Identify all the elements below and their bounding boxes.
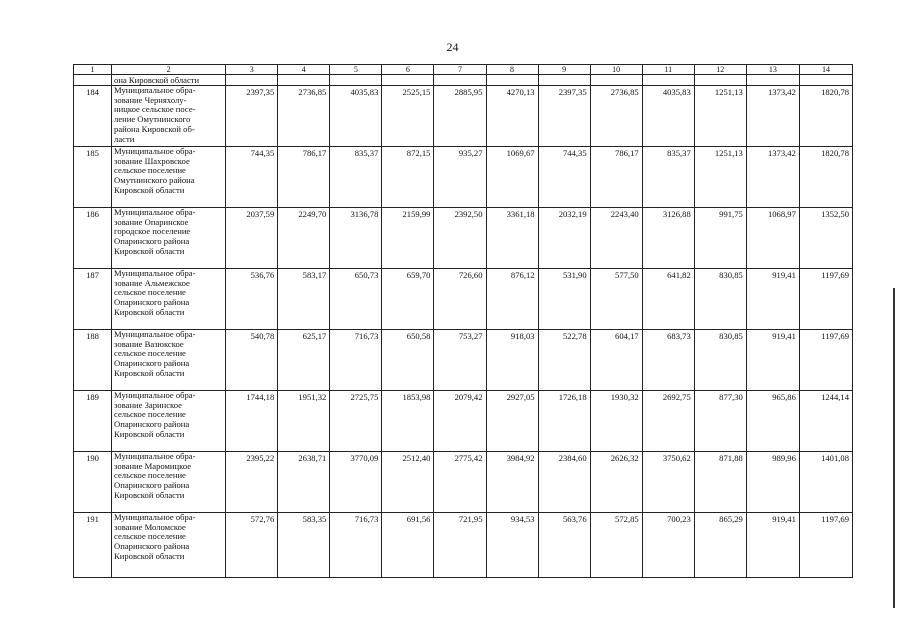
value-cell: 835,37 bbox=[642, 147, 694, 208]
municipality-name-line: Муниципальное обра- bbox=[114, 329, 196, 339]
value-cell: 744,35 bbox=[226, 147, 278, 208]
municipality-name-line: сельское поселение bbox=[114, 348, 186, 359]
data-table bbox=[73, 64, 853, 578]
value-cell: 1853,98 bbox=[382, 391, 434, 452]
value-cell: 691,56 bbox=[382, 513, 434, 578]
value-cell: 2525,15 bbox=[382, 86, 434, 147]
value-cell: 871,88 bbox=[694, 452, 746, 513]
municipality-name bbox=[112, 147, 226, 208]
municipality-name-line: Опаринского района bbox=[114, 419, 190, 430]
municipality-name-line: Муниципальное обра- bbox=[114, 85, 196, 95]
column-number-header: 11 bbox=[642, 65, 694, 75]
table-row bbox=[74, 452, 853, 513]
value-cell: 934,53 bbox=[486, 513, 538, 578]
municipality-name-line: ласти bbox=[114, 133, 135, 144]
value-cell: 2032,19 bbox=[538, 208, 590, 269]
value-cell: 540,78 bbox=[226, 330, 278, 391]
value-cell: 650,58 bbox=[382, 330, 434, 391]
municipality-name bbox=[112, 330, 226, 391]
value-cell: 604,17 bbox=[590, 330, 642, 391]
value-cell: 1069,67 bbox=[486, 147, 538, 208]
value-cell: 2384,60 bbox=[538, 452, 590, 513]
value-cell: 2397,35 bbox=[538, 86, 590, 147]
value-cell: 531,90 bbox=[538, 269, 590, 330]
value-cell: 583,35 bbox=[278, 513, 330, 578]
value-cell: 965,86 bbox=[746, 391, 799, 452]
value-cell: 2512,40 bbox=[382, 452, 434, 513]
value-cell: 1930,32 bbox=[590, 391, 642, 452]
value-cell: 1251,13 bbox=[694, 147, 746, 208]
municipality-name-line: Муниципальное обра- bbox=[114, 268, 196, 278]
value-cell: 1244,14 bbox=[799, 391, 852, 452]
value-cell: 2037,59 bbox=[226, 208, 278, 269]
value-cell: 572,85 bbox=[590, 513, 642, 578]
row-number: 189 bbox=[74, 391, 112, 452]
continuation-text: она Кировской области bbox=[112, 75, 226, 86]
value-cell: 583,17 bbox=[278, 269, 330, 330]
municipality-name-line: сельское поселение bbox=[114, 287, 186, 298]
value-cell: 1744,18 bbox=[226, 391, 278, 452]
value-cell: 4270,13 bbox=[486, 86, 538, 147]
value-cell: 1373,42 bbox=[746, 147, 799, 208]
municipality-name bbox=[112, 452, 226, 513]
value-cell: 2392,50 bbox=[434, 208, 486, 269]
value-cell: 2725,75 bbox=[330, 391, 382, 452]
value-cell: 876,12 bbox=[486, 269, 538, 330]
column-number-header: 8 bbox=[486, 65, 538, 75]
value-cell: 683,73 bbox=[642, 330, 694, 391]
value-cell: 872,15 bbox=[382, 147, 434, 208]
municipality-name-line: зование Опаринское bbox=[114, 216, 189, 227]
municipality-name-line: городское поселение bbox=[114, 226, 191, 237]
value-cell: 919,41 bbox=[746, 513, 799, 578]
value-cell: 700,23 bbox=[642, 513, 694, 578]
municipality-name-line: Кировской области bbox=[114, 245, 185, 256]
municipality-name-line: Омутнинского района bbox=[114, 175, 195, 186]
value-cell: 1726,18 bbox=[538, 391, 590, 452]
table-row bbox=[74, 208, 853, 269]
municipality-name-line: Опаринского района bbox=[114, 480, 190, 491]
value-cell: 919,41 bbox=[746, 330, 799, 391]
value-cell: 830,85 bbox=[694, 330, 746, 391]
value-cell: 563,76 bbox=[538, 513, 590, 578]
municipality-name-line: Кировской области bbox=[114, 367, 185, 378]
municipality-name-line: Кировской области bbox=[114, 184, 185, 195]
row-number: 190 bbox=[74, 452, 112, 513]
column-number-header: 5 bbox=[330, 65, 382, 75]
value-cell: 2249,70 bbox=[278, 208, 330, 269]
column-number-header: 14 bbox=[799, 65, 852, 75]
value-cell: 1068,97 bbox=[746, 208, 799, 269]
row-number: 184 bbox=[74, 86, 112, 147]
scan-edge-line bbox=[893, 288, 895, 608]
municipality-name-line: Муниципальное обра- bbox=[114, 390, 196, 400]
value-cell: 2395,22 bbox=[226, 452, 278, 513]
row-number: 186 bbox=[74, 208, 112, 269]
table-row bbox=[74, 330, 853, 391]
value-cell: 1197,69 bbox=[799, 330, 852, 391]
municipality-name-line: ницкое сельское посе- bbox=[114, 104, 196, 115]
row-number: 187 bbox=[74, 269, 112, 330]
row-number: 188 bbox=[74, 330, 112, 391]
value-cell: 1352,50 bbox=[799, 208, 852, 269]
municipality-name-line: зование Маромицкое bbox=[114, 460, 192, 471]
municipality-name bbox=[112, 391, 226, 452]
value-cell: 1951,32 bbox=[278, 391, 330, 452]
municipality-name-line: Опаринского района bbox=[114, 236, 190, 247]
value-cell: 2885,95 bbox=[434, 86, 486, 147]
continuation-row bbox=[74, 75, 853, 86]
value-cell: 716,73 bbox=[330, 513, 382, 578]
municipality-name-line: Кировской области bbox=[114, 550, 185, 561]
value-cell: 991,75 bbox=[694, 208, 746, 269]
municipality-name-line: сельское поселение bbox=[114, 165, 186, 176]
value-cell: 865,29 bbox=[694, 513, 746, 578]
value-cell: 989,96 bbox=[746, 452, 799, 513]
value-cell: 2736,85 bbox=[278, 86, 330, 147]
municipality-name-line: зование Шахровское bbox=[114, 155, 190, 166]
municipality-name-line: Опаринского района bbox=[114, 358, 190, 369]
value-cell: 659,70 bbox=[382, 269, 434, 330]
column-number-header: 10 bbox=[590, 65, 642, 75]
value-cell: 877,30 bbox=[694, 391, 746, 452]
value-cell: 3770,09 bbox=[330, 452, 382, 513]
value-cell: 786,17 bbox=[278, 147, 330, 208]
value-cell: 721,95 bbox=[434, 513, 486, 578]
value-cell: 572,76 bbox=[226, 513, 278, 578]
value-cell: 918,03 bbox=[486, 330, 538, 391]
value-cell: 786,17 bbox=[590, 147, 642, 208]
value-cell: 1197,69 bbox=[799, 513, 852, 578]
municipality-name-line: сельское поселение bbox=[114, 409, 186, 420]
value-cell: 1401,08 bbox=[799, 452, 852, 513]
value-cell: 3984,92 bbox=[486, 452, 538, 513]
value-cell: 3136,78 bbox=[330, 208, 382, 269]
municipality-name-line: Муниципальное обра- bbox=[114, 451, 196, 461]
municipality-name-line: зование Заринское bbox=[114, 399, 182, 410]
municipality-name-line: Муниципальное обра- bbox=[114, 207, 196, 217]
value-cell: 919,41 bbox=[746, 269, 799, 330]
value-cell: 3126,88 bbox=[642, 208, 694, 269]
value-cell: 2775,42 bbox=[434, 452, 486, 513]
value-cell: 2159,99 bbox=[382, 208, 434, 269]
column-number-header-row bbox=[74, 65, 853, 75]
municipality-name-line: Опаринского района bbox=[114, 297, 190, 308]
table-row bbox=[74, 147, 853, 208]
continuation-empty-cell bbox=[74, 75, 112, 86]
municipality-name-line: сельское поселение bbox=[114, 470, 186, 481]
value-cell: 716,73 bbox=[330, 330, 382, 391]
value-cell: 1251,13 bbox=[694, 86, 746, 147]
row-number: 185 bbox=[74, 147, 112, 208]
table-row bbox=[74, 513, 853, 578]
table-row bbox=[74, 269, 853, 330]
value-cell: 1820,78 bbox=[799, 86, 852, 147]
value-cell: 744,35 bbox=[538, 147, 590, 208]
value-cell: 1197,69 bbox=[799, 269, 852, 330]
value-cell: 2626,32 bbox=[590, 452, 642, 513]
value-cell: 1373,42 bbox=[746, 86, 799, 147]
municipality-name-line: Опаринского района bbox=[114, 541, 190, 552]
municipality-name-line: ление Омутнинского bbox=[114, 114, 191, 125]
table-row bbox=[74, 391, 853, 452]
column-number-header: 7 bbox=[434, 65, 486, 75]
value-cell: 2079,42 bbox=[434, 391, 486, 452]
value-cell: 577,50 bbox=[590, 269, 642, 330]
table-row bbox=[74, 86, 853, 147]
column-number-header: 12 bbox=[694, 65, 746, 75]
column-number-header: 1 bbox=[74, 65, 112, 75]
municipality-name-line: зование Моломское bbox=[114, 521, 186, 532]
row-number: 191 bbox=[74, 513, 112, 578]
municipality-name bbox=[112, 208, 226, 269]
column-number-header: 9 bbox=[538, 65, 590, 75]
value-cell: 2692,75 bbox=[642, 391, 694, 452]
value-cell: 835,37 bbox=[330, 147, 382, 208]
value-cell: 2397,35 bbox=[226, 86, 278, 147]
municipality-name bbox=[112, 513, 226, 578]
value-cell: 726,60 bbox=[434, 269, 486, 330]
municipality-name-line: Муниципальное обра- bbox=[114, 146, 196, 156]
value-cell: 536,76 bbox=[226, 269, 278, 330]
value-cell: 4035,83 bbox=[642, 86, 694, 147]
column-number-header: 3 bbox=[226, 65, 278, 75]
municipality-name-line: сельское поселение bbox=[114, 531, 186, 542]
municipality-name-line: зование Альмежское bbox=[114, 277, 190, 288]
value-cell: 2736,85 bbox=[590, 86, 642, 147]
value-cell: 753,27 bbox=[434, 330, 486, 391]
value-cell: 4035,83 bbox=[330, 86, 382, 147]
value-cell: 3750,62 bbox=[642, 452, 694, 513]
column-number-header: 13 bbox=[746, 65, 799, 75]
municipality-name-line: Кировской области bbox=[114, 306, 185, 317]
municipality-name bbox=[112, 86, 226, 147]
value-cell: 625,17 bbox=[278, 330, 330, 391]
column-number-header: 4 bbox=[278, 65, 330, 75]
value-cell: 3361,18 bbox=[486, 208, 538, 269]
municipality-name-line: района Кировской об- bbox=[114, 123, 195, 134]
column-number-header: 6 bbox=[382, 65, 434, 75]
column-number-header: 2 bbox=[112, 65, 226, 75]
value-cell: 2638,71 bbox=[278, 452, 330, 513]
table-body bbox=[74, 65, 853, 578]
value-cell: 1820,78 bbox=[799, 147, 852, 208]
municipality-name-line: зование Вазюкское bbox=[114, 338, 184, 349]
value-cell: 935,27 bbox=[434, 147, 486, 208]
value-cell: 2927,05 bbox=[486, 391, 538, 452]
value-cell: 2243,40 bbox=[590, 208, 642, 269]
municipality-name-line: Муниципальное обра- bbox=[114, 512, 196, 522]
value-cell: 641,82 bbox=[642, 269, 694, 330]
value-cell: 522,78 bbox=[538, 330, 590, 391]
page-number: 24 bbox=[446, 40, 459, 54]
municipality-name-line: Кировской области bbox=[114, 489, 185, 500]
municipality-name bbox=[112, 269, 226, 330]
municipality-name-line: зование Черняхолу- bbox=[114, 94, 187, 105]
value-cell: 650,73 bbox=[330, 269, 382, 330]
value-cell: 830,85 bbox=[694, 269, 746, 330]
municipality-name-line: Кировской области bbox=[114, 428, 185, 439]
